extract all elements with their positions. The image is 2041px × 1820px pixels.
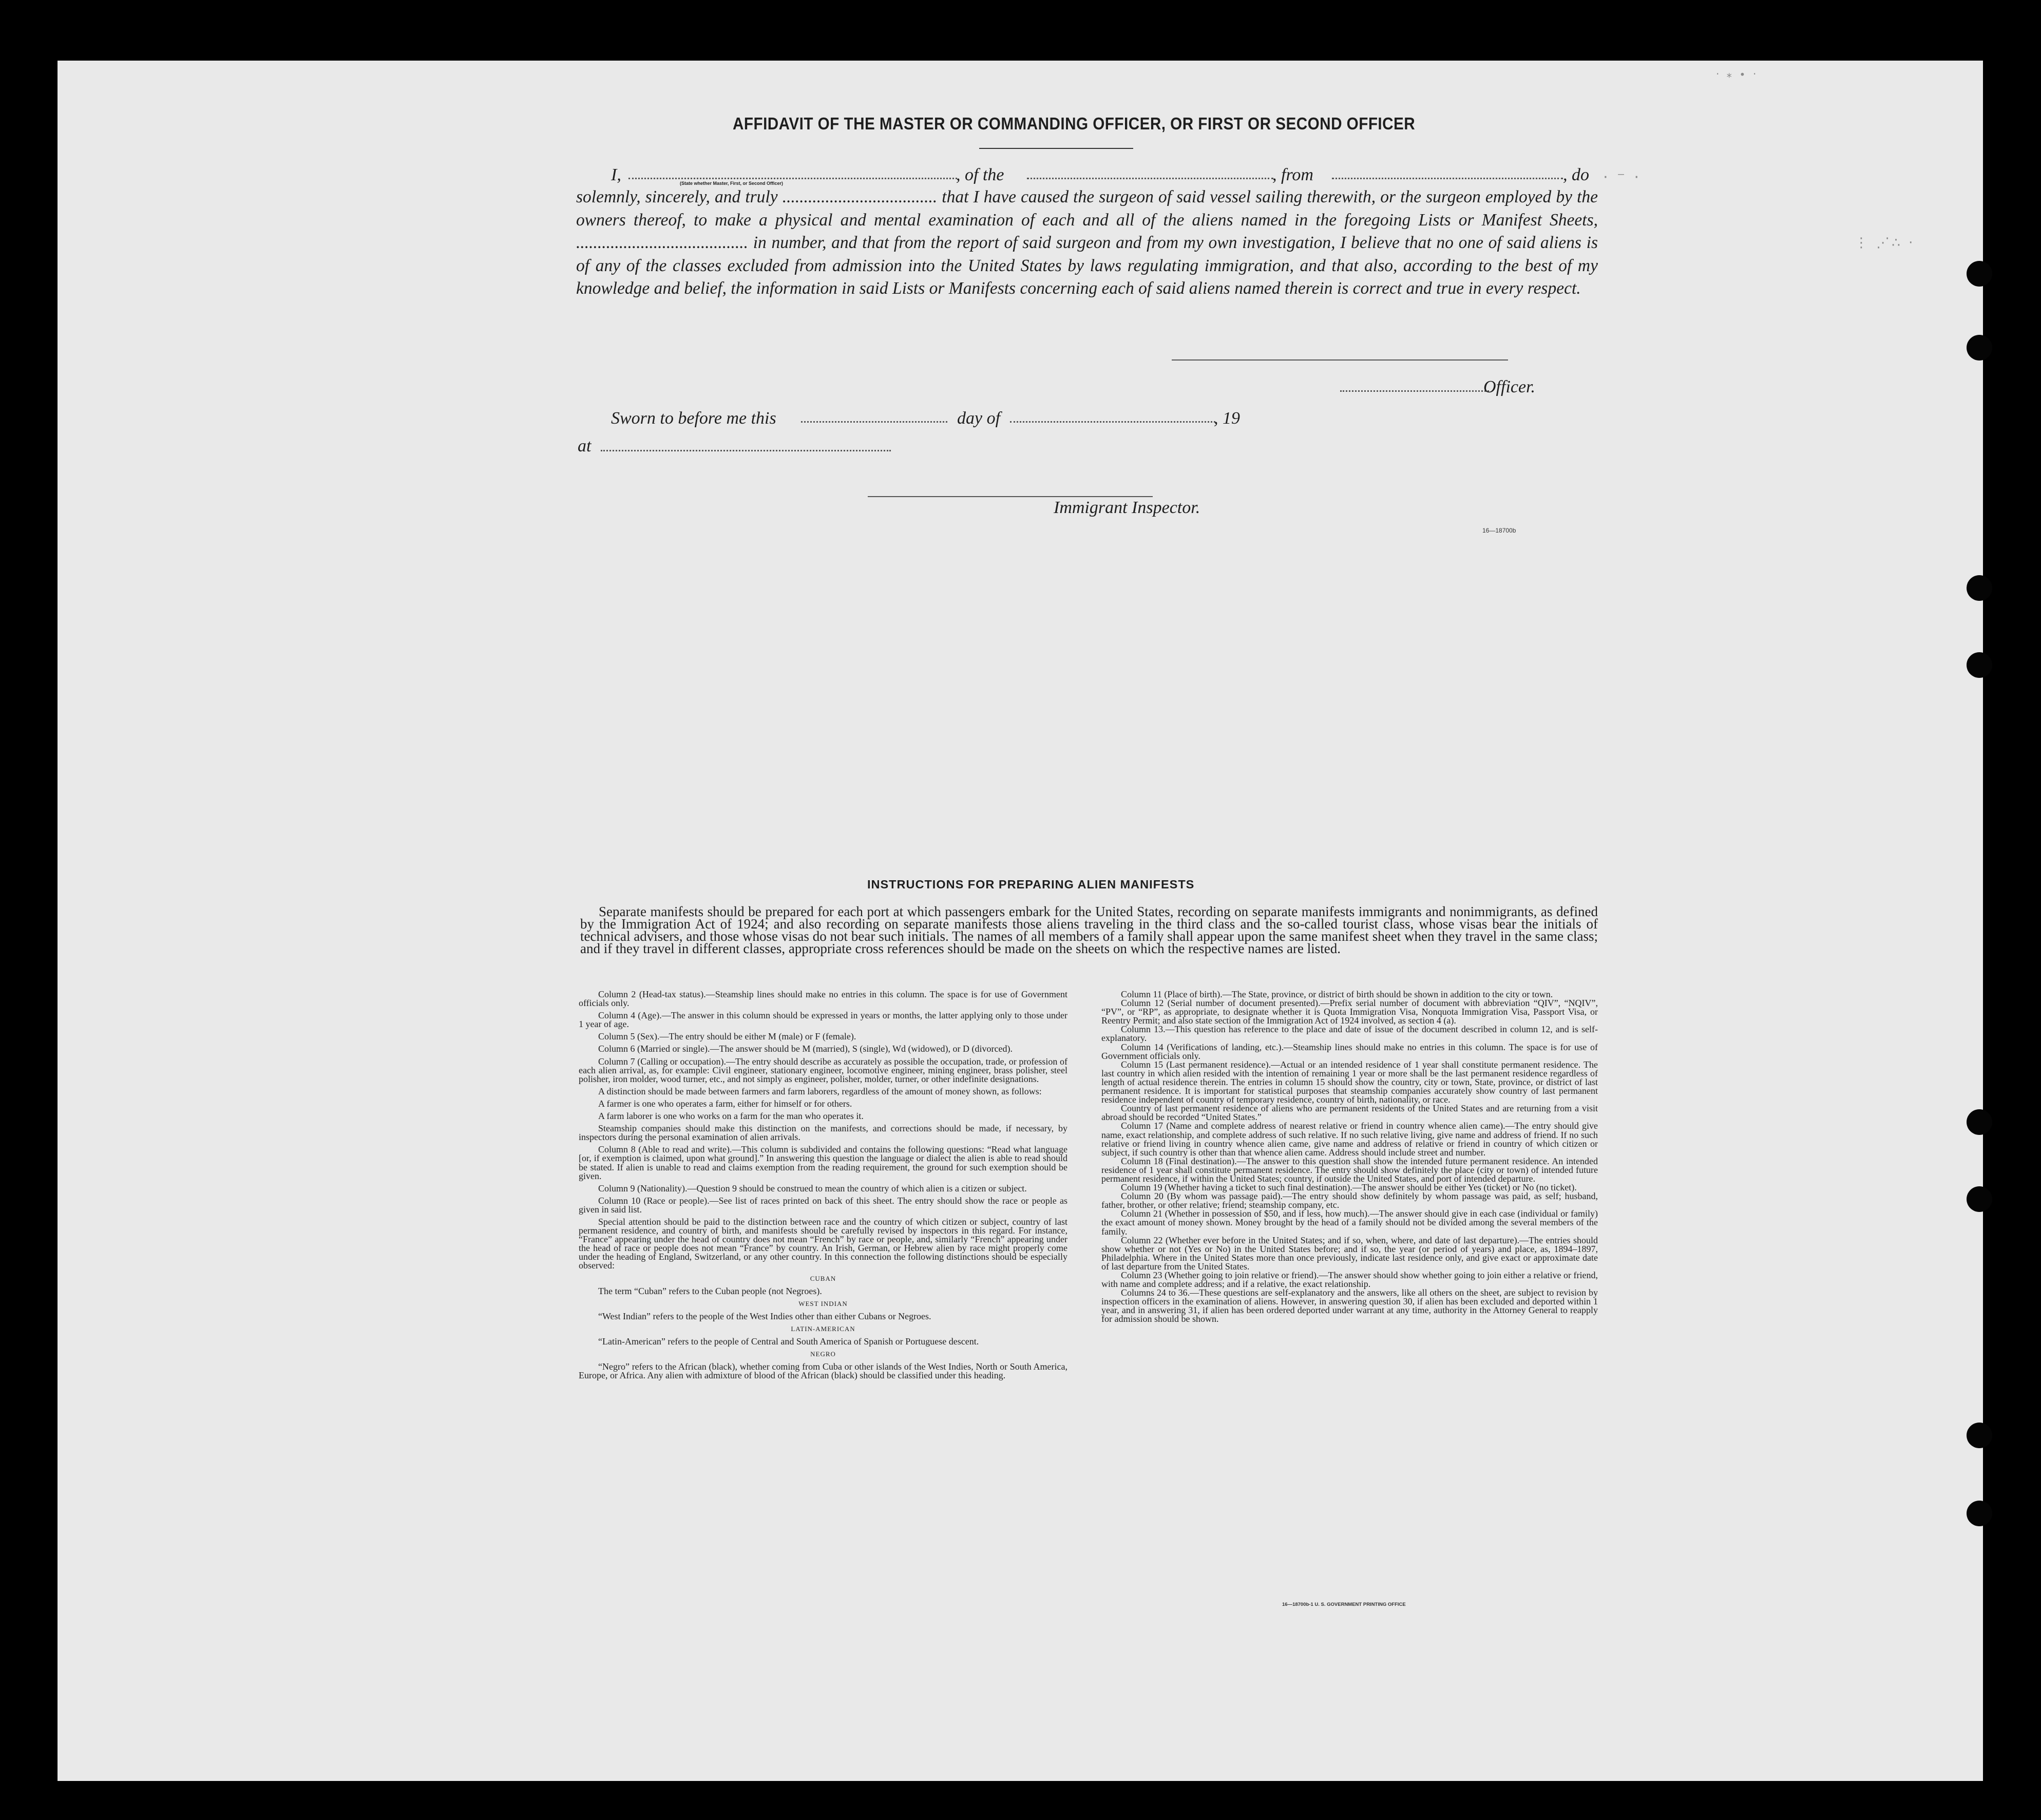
form-code: 16—18700b (1482, 527, 1516, 534)
instruction-paragraph: Steamship companies should make this distinction on the manifests, and corrections should be made, if necessary, by inspectors during the personal examination of alien arrivals. (579, 1123, 1067, 1143)
instruction-paragraph: A distinction should be made between farmers and farm laborers, regardless of the amount of money shown, as follows: (598, 1086, 1042, 1096)
instruction-paragraph: Column 19 (Whether having a ticket to such final destination).—The answer should be either Yes (ticket) or No (no ticket). (1121, 1182, 1577, 1193)
line-i: I, (611, 165, 621, 184)
latin-american-heading: LATIN-AMERICAN (791, 1324, 855, 1333)
instructions-title: INSTRUCTIONS FOR PREPARING ALIEN MANIFESTS (867, 878, 1195, 891)
inspector-signature-line[interactable] (868, 496, 1153, 497)
officer-signature-line[interactable] (1172, 359, 1508, 361)
margin-smudge: · ⁎ ∙ · (1716, 68, 1759, 80)
binder-hole (1967, 1501, 1992, 1526)
instruction-paragraph: Column 5 (Sex).—The entry should be either M (male) or F (female). (598, 1031, 856, 1042)
instruction-paragraph: Column 15 (Last permanent residence).—Actual or an intended residence of 1 year shall constitute permanent residence. The last country in which alien resided with the intention of remaining 1 year or more shall be the last permanent residence regardless of length of actual residence therein. The entries in column 15 should show the country, city or town, State, province, or district of last permanent residence. It is important for statistical purposes that steamship companies accurately show country of last permanent residence independent of country of temporary residence, country of birth, nationality, or race. (1101, 1059, 1598, 1105)
west-indian-heading: WEST INDIAN (798, 1299, 848, 1307)
instruction-paragraph: Column 14 (Verifications of landing, etc.).—Steamship lines should make no entries in this column. The space is for use of Government officials only. (1101, 1041, 1598, 1061)
instruction-paragraph: Column 12 (Serial number of document presented).—Prefix serial number of document with abbreviation “QIV”, “NQIV”, “PV”, or “RP”, as appropriate, to designate whether it is Quota Immigration Visa, Nonquota Immigration Visa, Passport Visa, or Reentry Permit; and also state section of the Immigration Act of 1924 involved, as section 4 (a). (1101, 998, 1598, 1026)
binder-hole (1967, 261, 1992, 287)
manifest-page (58, 61, 1983, 1781)
binder-hole (1967, 652, 1992, 678)
instruction-paragraph: Country of last permanent residence of aliens who are permanent residents of the United States and are returning from a visit abroad should be recorded “United States.” (1101, 1103, 1598, 1123)
year-text: , 19 (1214, 409, 1240, 428)
binder-hole (1967, 335, 1992, 361)
affidavit-body: solemnly, sincerely, and truly .................................... that I have caused the surgeon of said vessel sailing therewith, or the surgeon employed by the owners thereof, to make a physical and mental examination of each and all of the aliens named in the foregoing Lists or Manifest Sheets, ........................................ in number, and that from the report of said surgeon and from my own investigation, I believe that no one of said aliens is of any of the classes excluded from admission into the United States by laws regulating immigration, and that also, according to the best of my knowledge and belief, the information in said Lists or Manifests concerning each of said aliens named therein is correct and true in every respect. (576, 187, 1598, 298)
cuban-definition: The term “Cuban” refers to the Cuban people (not Negroes). (598, 1285, 822, 1296)
binder-hole (1967, 1423, 1992, 1448)
officer-name-field[interactable] (1340, 390, 1489, 392)
binder-hole (1967, 1186, 1992, 1212)
place-field[interactable] (601, 450, 891, 451)
margin-smudge: ⋅ ⁻ · (1603, 168, 1641, 186)
instruction-paragraph: Column 23 (Whether going to join relative or friend).—The answer should show whether going to join either a relative or friend, with name and complete address; and if a relative, the exact relationship. (1101, 1270, 1598, 1290)
instruction-paragraph: Column 13.—This question has reference to the place and date of issue of the document described in column 12, and is self-explanatory. (1101, 1024, 1598, 1044)
line-of-the: , of the (956, 165, 1004, 184)
negro-heading: NEGRO (810, 1350, 836, 1358)
binder-hole (1967, 1109, 1992, 1135)
day-of-text: day of (957, 409, 1001, 428)
instruction-paragraph: Column 20 (By whom was passage paid).—The entry should show definitely by whom passage was paid, as self; husband, father, brother, or other relative; friend; steamship company, etc. (1101, 1191, 1598, 1210)
west-indian-definition: “West Indian” refers to the people of the West Indies other than either Cubans or Negroes. (598, 1311, 931, 1321)
cuban-heading: CUBAN (810, 1274, 836, 1282)
instruction-paragraph: Column 6 (Married or single).—The answer should be M (married), S (single), Wd (widowed), or D (divorced). (598, 1044, 1013, 1054)
latin-american-definition: “Latin-American” refers to the people of Central and South America of Spanish or Portuguese descent. (598, 1336, 979, 1347)
instruction-paragraph: Column 4 (Age).—The answer in this column should be expressed in years or months, the latter applying only to those under 1 year of age. (579, 1010, 1067, 1030)
sworn-month-field[interactable] (1010, 421, 1215, 423)
instruction-paragraph: Column 21 (Whether in possession of $50, and if less, how much).—The answer should give in each case (individual or family) the exact amount of money shown. Money brought by the head of a family should not be divided among the several members of the family. (1101, 1208, 1598, 1237)
instruction-paragraph: Column 11 (Place of birth).—The State, province, or district of birth should be shown in addition to the city or town. (1121, 989, 1553, 999)
inspector-label: Immigrant Inspector. (1054, 498, 1200, 517)
officer-label: Officer. (1483, 377, 1536, 396)
sworn-day-field[interactable] (801, 421, 947, 423)
instruction-paragraph: Column 9 (Nationality).—Question 9 should be construed to mean the country of which alien is a citizen or subject. (598, 1183, 1027, 1193)
instructions-left-column (579, 990, 1067, 1383)
instruction-paragraph: Column 7 (Calling or occupation).—The entry should describe as accurately as possible the occupation, trade, or profession of each alien arrival, as, for example: Civil engineer, stationary engineer, locomotive engineer, mining engineer, brass polisher, steel polisher, iron molder, wood turner, etc., and not simply as engineer, polisher, molder, turner, or other indefinite designations. (579, 1056, 1067, 1084)
sworn-text: Sworn to before me this (611, 409, 776, 428)
line-from: , from (1272, 165, 1313, 184)
at-text: at (578, 437, 592, 456)
instruction-paragraph: Columns 24 to 36.—These questions are self-explanatory and the answers, like all others on the sheet, are subject to revision by inspection officers in the examination of aliens. However, in answering question 30, if alien has been excluded and deported within 1 year, and in answering 31, if alien has been ordered deported under warrant at any time, authority in the Attorney General to reapply for admission should be shown. (1101, 1287, 1598, 1324)
instruction-paragraph: A farmer is one who operates a farm, either for himself or for others. (598, 1098, 852, 1109)
affidavit-title: AFFIDAVIT OF THE MASTER OR COMMANDING OFFICER, OR FIRST OR SECOND OFFICER (733, 114, 1416, 133)
instructions-intro: Separate manifests should be prepared for each port at which passengers embark for the United States, recording on separate manifests immigrants and nonimmigrants, as defined by the Immigration Act of 1924; and also recording on separate manifests those aliens traveling in the third class and the so-called tourist class, whose visas bear the initials of technical advisers, and those whose visas do not bear such initials. The names of all members of a family shall appear upon the same manifest sheet when they travel in the same class; and if they travel in different classes, appropriate cross references should be made on the sheets on which the respective names are listed. (580, 904, 1598, 956)
negro-definition: “Negro” refers to the African (black), whether coming from Cuba or other islands of the West Indies, North or South America, Europe, or Africa. Any alien with admixture of blood of the African (black) should be classified under this heading. (579, 1361, 1067, 1381)
vessel-name-field[interactable] (1027, 178, 1273, 179)
instruction-paragraph: A farm laborer is one who works on a farm for the man who operates it. (598, 1111, 864, 1122)
port-field[interactable] (1332, 178, 1563, 179)
instruction-paragraph: Column 17 (Name and complete address of nearest relative or friend in country whence alien came).—The entry should give name, exact relationship, and complete address of such relative. If no such relative living, give name and address of friend. If no such relative or friend living in country whence alien came, give name and address of relative or friend in country of which citizen or subject, if such country is other than that whence alien came. Address should include street and number. (1101, 1121, 1598, 1158)
margin-smudge: ⋮ ⋰∴ · (1855, 235, 1915, 251)
officer-rank-field[interactable] (628, 178, 957, 179)
printing-office-code: 16—18700b-1 U. S. GOVERNMENT PRINTING OFFICE (1282, 1602, 1406, 1607)
instruction-paragraph: Column 8 (Able to read and write).—This column is subdivided and contains the following questions: “Read what language [or, if exemption is claimed, upon what ground].” In answering this question the language or dialect the alien is able to read should be stated. If alien is unable to read and claims exemption from the reading requirement, the ground for such exemption should be given. (579, 1144, 1067, 1181)
instruction-paragraph: Column 22 (Whether ever before in the United States; and if so, when, where, and date of last departure).—The entries should show whether or not (Yes or No) in the United States before; and if so, the year (or period of years) and place, as, 1894–1897, Philadelphia. Where in the United States more than once previously, indicate last residence only, and give exact or approximate date of last departure from the United States. (1101, 1235, 1598, 1272)
instruction-paragraph: Column 18 (Final destination).—The answer to this question shall show the intended future permanent residence. An intended residence of 1 year shall constitute permanent residence. The entry should show definitely the place (city or town) of intended future permanent residence, if within the United States; country, if outside the United States, and port of intended departure. (1101, 1155, 1598, 1184)
binder-hole (1967, 575, 1992, 601)
instructions-right-column (1101, 990, 1598, 1324)
instruction-paragraph: Special attention should be paid to the distinction between race and the country of which citizen or subject, country of last permanent residence, and country of birth, and manifests should be carefully revised by inspectors in this regard. For instance, “France” appearing under the head of country does not mean “French” by race or people, and, similarly “French” appearing under the head of race or people does not mean “France” by country. An Irish, German, or Hebrew alien by race might properly come under the heading of England, Switzerland, or any other country. In this connection the following distinctions should be especially observed: (579, 1216, 1067, 1271)
rank-note: (State whether Master, First, or Second Officer) (680, 181, 784, 186)
instruction-paragraph: Column 2 (Head-tax status).—Steamship lines should make no entries in this column. The space is for use of Government officials only. (579, 989, 1067, 1009)
instruction-paragraph: Column 10 (Race or people).—See list of races printed on back of this sheet. The entry should show the race or people as given in said list. (579, 1195, 1067, 1215)
line-do: , do (1563, 165, 1589, 184)
title-rule (979, 148, 1133, 149)
